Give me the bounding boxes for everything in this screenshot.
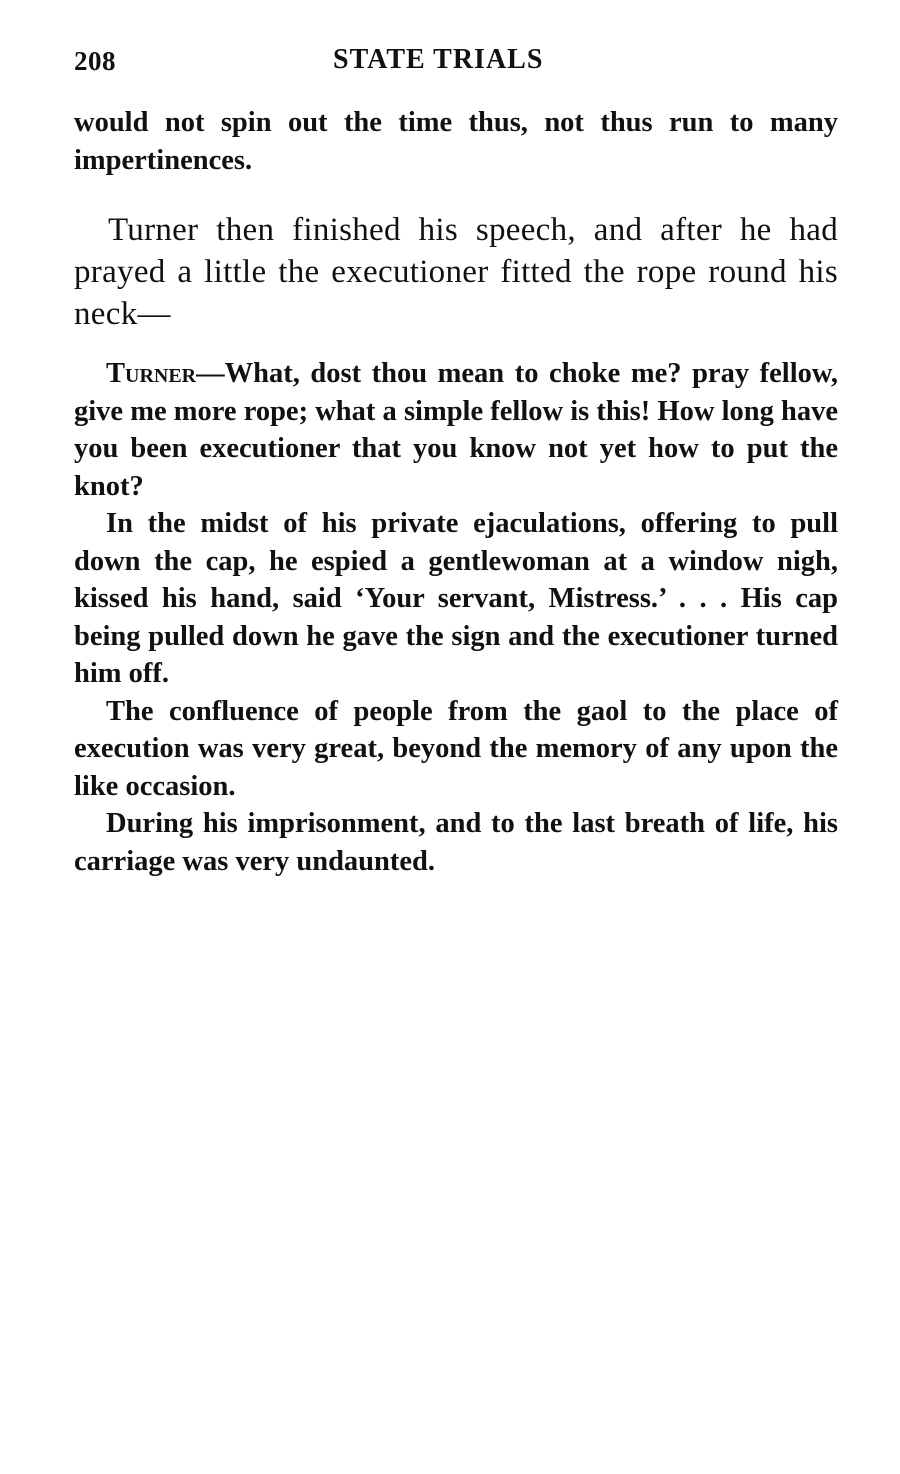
paragraph-turner-speech: [74, 355, 838, 505]
book-page: [74, 40, 838, 880]
running-head: [74, 40, 838, 80]
running-title: STATE TRIALS: [333, 44, 544, 75]
paragraph-continuation: would not spin out the time thus, not thus run to many impertinences.: [74, 107, 838, 176]
speaker-name: Turner: [106, 358, 197, 389]
paragraph-confluence: The confluence of people from the gaol to the place of execution was very great, beyond the memory of any upon the like occasion.: [74, 695, 838, 802]
paragraph-imprisonment: During his imprisonment, and to the last breath of life, his carriage was very undaunted.: [74, 808, 838, 877]
paragraph-narrative: Turner then finished his speech, and after he had prayed a little the executioner fitted the rope round his neck—: [74, 212, 838, 332]
paragraph-ejaculations: In the midst of his private ejaculations, offering to pull down the cap, he espied a gentlewoman at a window nigh, kissed his hand, said ‘Your servant, Mistress.’ . . . His cap being pulled down he gave the sign and the executioner turned him off.: [74, 508, 838, 689]
speech-text: —What, dost thou mean to choke me? pray fellow, give me more rope; what a simple fellow is this! How long have you been executioner that you know not yet how to put the knot?: [74, 358, 838, 502]
page-number: 208: [74, 46, 116, 76]
